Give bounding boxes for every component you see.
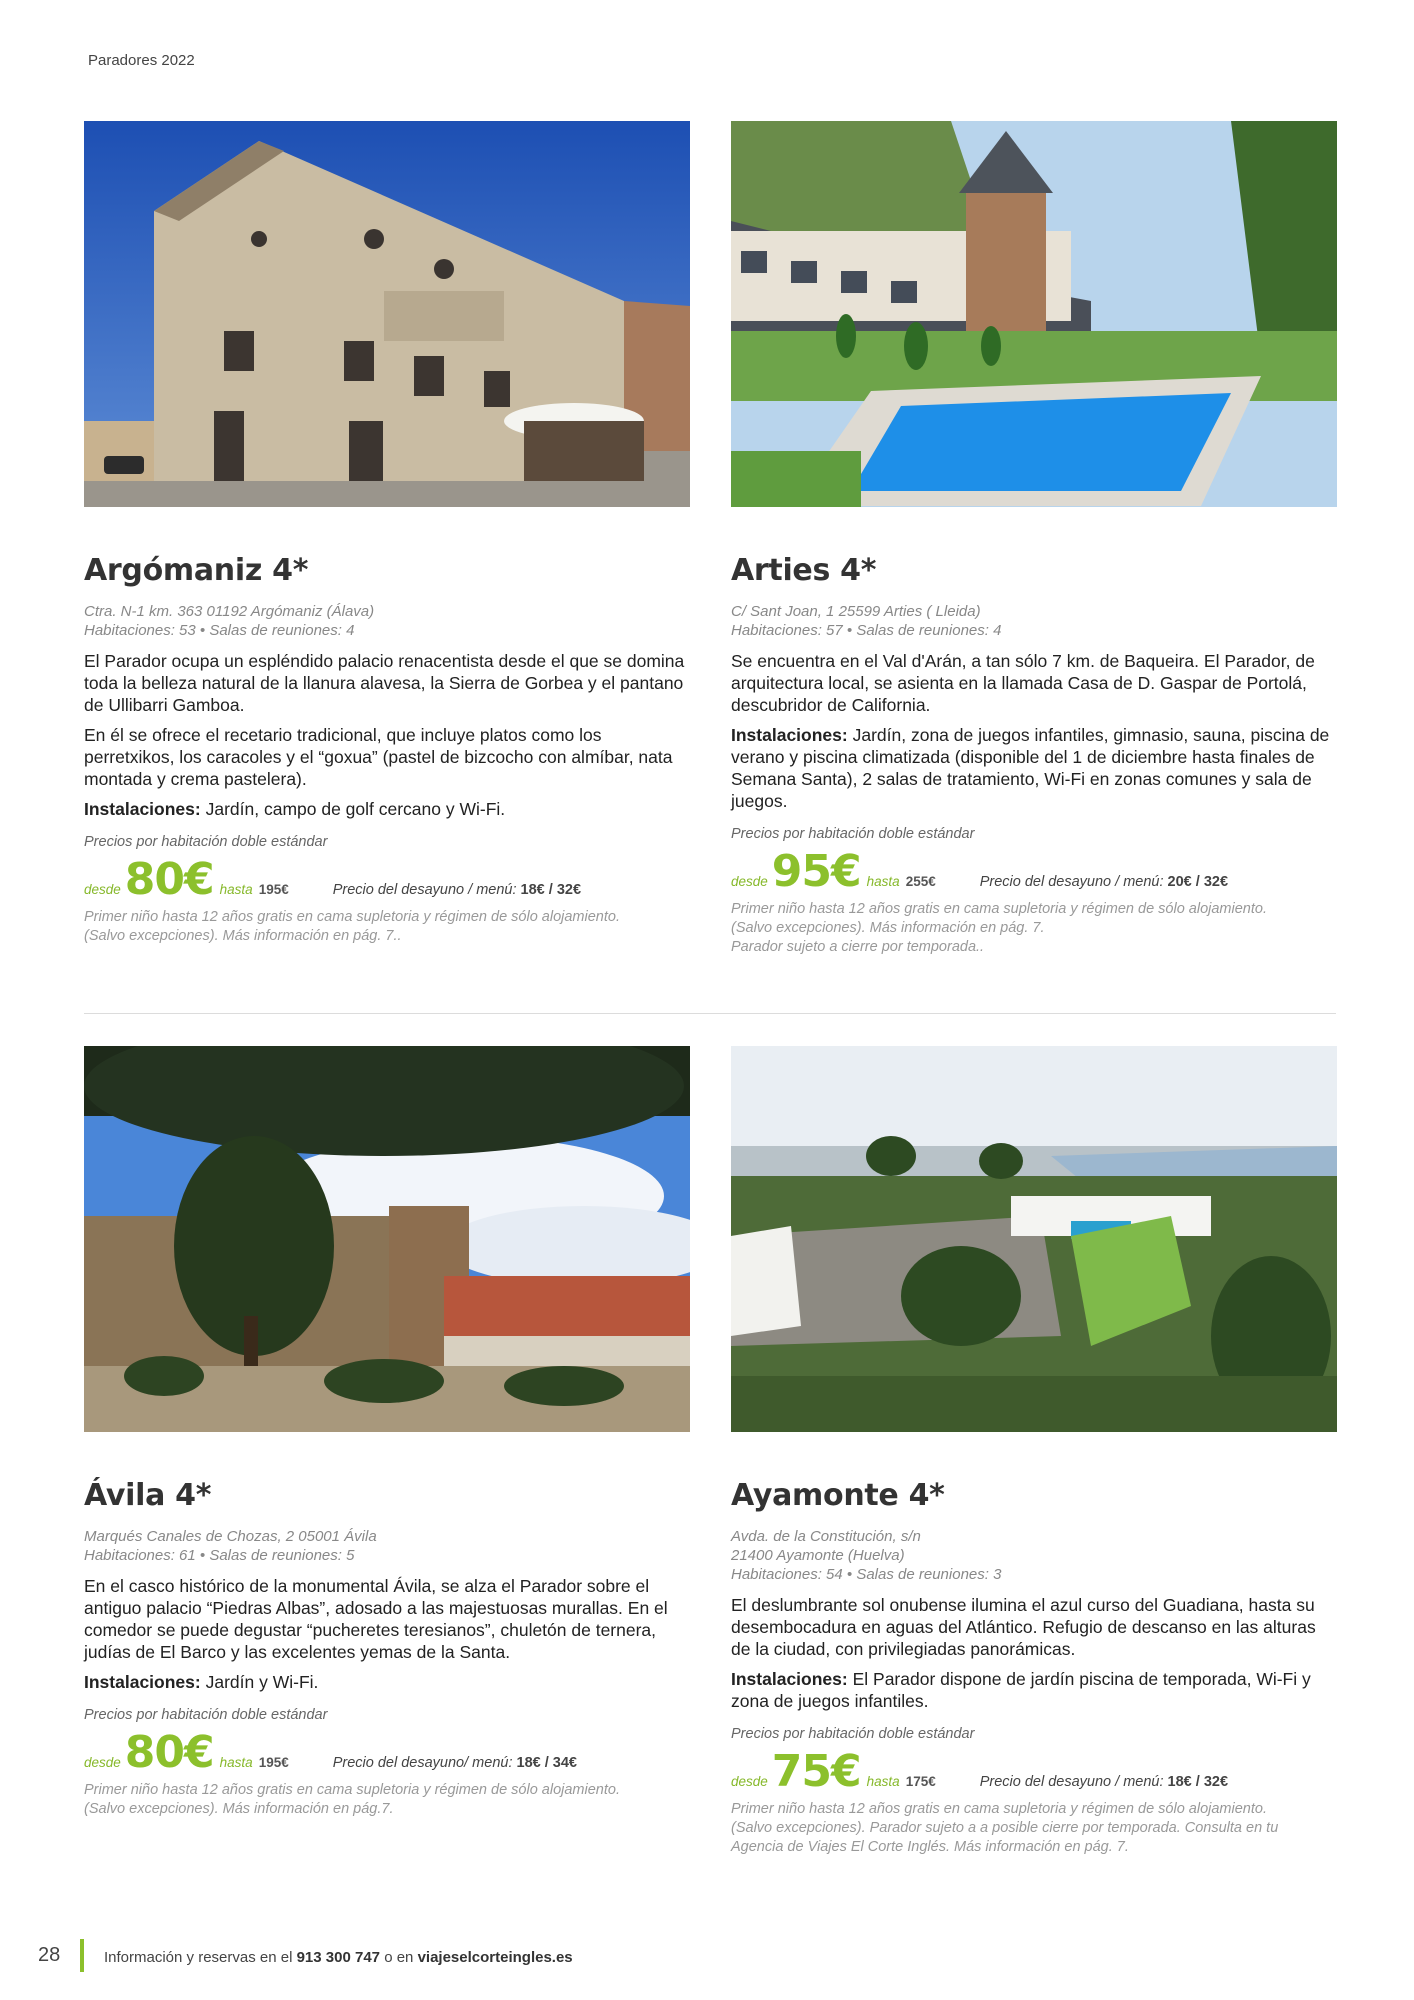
price-to: 195€ [258, 882, 289, 897]
installations [84, 798, 690, 820]
parador-title: Arties 4* [731, 553, 877, 588]
installations-text: El Parador dispone de jardín piscina de temporada, Wi-Fi y zona de juegos infantiles. [731, 1669, 1311, 1711]
page-number: 28 [38, 1944, 61, 1966]
installations-text: Jardín y Wi-Fi. [205, 1672, 319, 1692]
address-line: 21400 Ayamonte (Huelva) [731, 1547, 905, 1564]
breakfast-price [980, 1774, 1228, 1790]
parador-photo [731, 1046, 1337, 1432]
parador-photo [84, 1046, 690, 1432]
description-paragraph: En el casco histórico de la monumental Ávila, se alza el Parador sobre el antiguo palacio “Piedras Albas”, adosado a las majestuosas murallas. En el comedor se puede degustar “pucheretes teresianos”, chuletón de ternera, judías de El Barco y las excelentes yemas de la Santa. [84, 1576, 668, 1662]
footer-text-prefix: Información y reservas en el [104, 1949, 293, 1966]
installations [84, 1671, 690, 1693]
parador-title: Argómaniz 4* [84, 553, 309, 588]
rooms-info: Habitaciones: 54 • Salas de reuniones: 3 [731, 1566, 1002, 1583]
footnote: Primer niño hasta 12 años gratis en cama supletoria y régimen de sólo alojamiento. [84, 909, 620, 925]
price-row [84, 854, 690, 906]
rooms-info: Habitaciones: 57 • Salas de reuniones: 4 [731, 622, 1002, 639]
address-line: Ctra. N-1 km. 363 01192 Argómaniz (Álava) [84, 603, 375, 620]
parador-title: Ávila 4* [84, 1478, 212, 1513]
footer-accent-bar [80, 1939, 84, 1972]
parador-card-avila [84, 1046, 690, 1819]
hasta-label: hasta [866, 1774, 900, 1789]
price-note: Precios por habitación doble estándar [731, 826, 975, 842]
installations [731, 1668, 1337, 1712]
installations-label: Instalaciones: [731, 1669, 848, 1689]
desde-label: desde [84, 882, 121, 897]
breakfast-label: Precio del desayuno / menú: [332, 882, 517, 898]
footnote: (Salvo excepciones). Más información en pág. 7. [731, 920, 1045, 936]
installations-label: Instalaciones: [731, 725, 848, 745]
breakfast-label: Precio del desayuno/ menú: [332, 1755, 513, 1771]
price-note: Precios por habitación doble estándar [731, 1726, 975, 1742]
address-line: C/ Sant Joan, 1 25599 Arties ( Lleida) [731, 603, 981, 620]
website-link[interactable]: viajeselcorteingles.es [417, 1949, 573, 1966]
parador-card-ayamonte [731, 1046, 1337, 1857]
breakfast-value: 20€ / 32€ [1167, 874, 1229, 890]
price-row [731, 846, 1337, 898]
price-from: 75€ [771, 1746, 861, 1797]
footnote: Primer niño hasta 12 años gratis en cama supletoria y régimen de sólo alojamiento. [84, 1782, 620, 1798]
hasta-label: hasta [866, 874, 900, 889]
footnote: Primer niño hasta 12 años gratis en cama supletoria y régimen de sólo alojamiento. [731, 1801, 1267, 1817]
rooms-info: Habitaciones: 53 • Salas de reuniones: 4 [84, 622, 355, 639]
desde-label: desde [731, 874, 768, 889]
footnote: Parador sujeto a cierre por temporada.. [731, 939, 985, 955]
price-to: 255€ [905, 874, 936, 889]
description-paragraph: Se encuentra en el Val d'Arán, a tan sólo 7 km. de Baqueira. El Parador, de arquitectura local, se asienta en la llamada Casa de D. Gaspar de Portolá, descubridor de California. [731, 651, 1315, 715]
description-paragraph: El Parador ocupa un espléndido palacio renacentista desde el que se domina toda la belleza natural de la llanura alavesa, la Sierra de Gorbea y el pantano de Ullibarri Gamboa. [84, 651, 685, 715]
installations-label: Instalaciones: [84, 1672, 201, 1692]
breakfast-value: 18€ / 34€ [516, 1755, 577, 1771]
footnote: Agencia de Viajes El Corte Inglés. Más información en pág. 7. [731, 1839, 1129, 1855]
price-to: 175€ [905, 1774, 936, 1789]
footnote: (Salvo excepciones). Parador sujeto a a posible cierre por temporada. Consulta en tu [731, 1820, 1279, 1836]
description-paragraph: El deslumbrante sol onubense ilumina el azul curso del Guadiana, hasta su desembocadura en aguas del Atlántico. Refugio de descanso en las alturas de la ciudad, con privilegiadas panorámicas. [731, 1595, 1316, 1659]
running-header: Paradores 2022 [88, 52, 195, 69]
parador-card-argomaniz [84, 121, 690, 946]
phone-number[interactable]: 913 300 747 [296, 1949, 381, 1966]
parador-card-arties [731, 121, 1337, 957]
hasta-label: hasta [219, 1755, 253, 1770]
breakfast-value: 18€ / 32€ [520, 882, 582, 898]
rooms-info: Habitaciones: 61 • Salas de reuniones: 5 [84, 1547, 355, 1564]
footnote: (Salvo excepciones). Más información en pág. 7.. [84, 928, 402, 944]
price-from: 80€ [124, 854, 214, 905]
breakfast-label: Precio del desayuno / menú: [979, 874, 1164, 890]
installations-text: Jardín, zona de juegos infantiles, gimnasio, sauna, piscina de verano y piscina climatizada (disponible del 1 de diciembre hasta finales de Semana Santa), 2 salas de tratamiento, Wi-Fi en zonas comunes y sala de juegos. [731, 725, 1330, 811]
desde-label: desde [84, 1755, 121, 1770]
address-line: Marqués Canales de Chozas, 2 05001 Ávila [84, 1528, 377, 1545]
address-line: Avda. de la Constitución, s/n [731, 1528, 921, 1545]
parador-title: Ayamonte 4* [731, 1478, 945, 1513]
price-row [731, 1746, 1337, 1798]
breakfast-label: Precio del desayuno / menú: [979, 1774, 1164, 1790]
section-divider [84, 1013, 1336, 1014]
hasta-label: hasta [219, 882, 253, 897]
footer-text-middle: o en [384, 1949, 414, 1966]
desde-label: desde [731, 1774, 768, 1789]
footnote: Primer niño hasta 12 años gratis en cama supletoria y régimen de sólo alojamiento. [731, 901, 1267, 917]
price-note: Precios por habitación doble estándar [84, 1707, 328, 1723]
installations-label: Instalaciones: [84, 799, 201, 819]
price-from: 80€ [124, 1727, 214, 1778]
footnote: (Salvo excepciones). Más información en pág.7. [84, 1801, 394, 1817]
parador-photo [731, 121, 1337, 507]
installations-text: Jardín, campo de golf cercano y Wi-Fi. [205, 799, 506, 819]
description-paragraph: En él se ofrece el recetario tradicional, que incluye platos como los perretxikos, los caracoles y el “goxua” (pastel de bizcocho con almíbar, nata montada y crema pastelera). [84, 725, 673, 789]
parador-photo [84, 121, 690, 507]
price-note: Precios por habitación doble estándar [84, 834, 328, 850]
breakfast-price [980, 874, 1228, 890]
footer-contact [104, 1949, 573, 1966]
price-row [84, 1727, 690, 1779]
breakfast-value: 18€ / 32€ [1167, 1774, 1229, 1790]
breakfast-price [333, 1755, 577, 1771]
breakfast-price [333, 882, 581, 898]
price-from: 95€ [771, 846, 861, 897]
price-to: 195€ [258, 1755, 289, 1770]
installations [731, 724, 1337, 812]
